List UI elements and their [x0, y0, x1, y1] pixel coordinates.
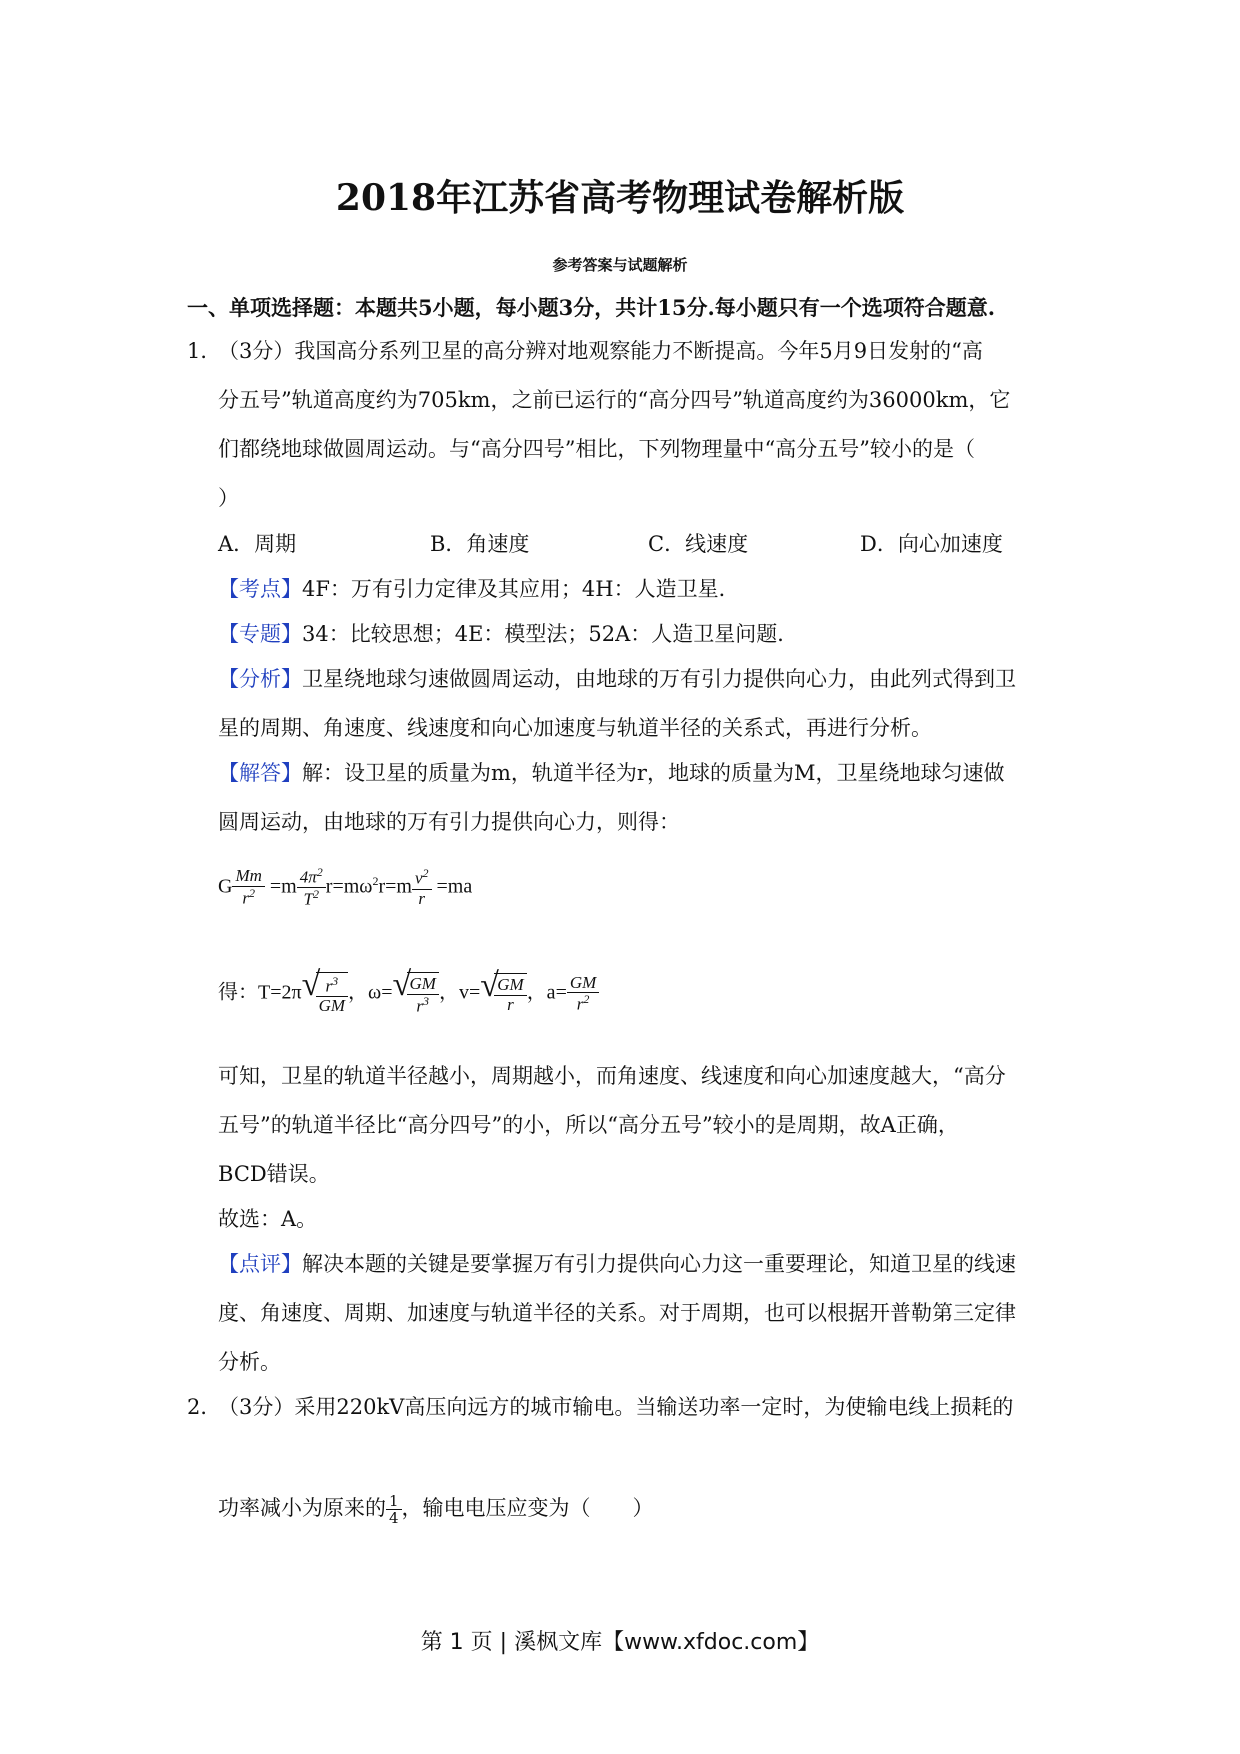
document-subtitle: 参考答案与试题解析 [552, 256, 688, 274]
option-d: D．向心加速度 [860, 532, 1003, 556]
dianping-text: 分析。 [218, 1350, 281, 1374]
fenxi-line [218, 663, 1016, 693]
dianping-text: 度、角速度、周期、加速度与轨道半径的关系。对于周期，也可以根据开普勒第三定律 [218, 1301, 1016, 1325]
option-c: C．线速度 [648, 532, 749, 556]
fenxi-tag: 【分析】 [218, 667, 302, 691]
jieda-text: 解：设卫星的质量为m，轨道半径为r，地球的质量为M，卫星绕地球匀速做 [302, 761, 1005, 785]
fraction-denominator: 4 [389, 1509, 399, 1527]
option-a: A．周期 [218, 532, 297, 556]
conclusion-text: 可知，卫星的轨道半径越小，周期越小，而角速度、线速度和向心加速度越大，“高分 [218, 1064, 1006, 1088]
fenxi-text: 星的周期、角速度、线速度和向心加速度与轨道半径的关系式，再进行分析。 [218, 716, 932, 740]
question-text: ） [218, 486, 239, 510]
zhuanti-tag: 【专题】 [218, 622, 302, 646]
dianping-text: 解决本题的关键是要掌握万有引力提供向心力这一重要理论，知道卫星的线速 [302, 1252, 1016, 1276]
kaodian-tag: 【考点】 [218, 577, 302, 601]
dianping-line [218, 1248, 1016, 1278]
jieda-tag: 【解答】 [218, 761, 302, 785]
zhuanti-line [218, 618, 798, 648]
kaodian-line [218, 573, 740, 603]
question-text: 们都绕地球做圆周运动。与“高分四号”相比，下列物理量中“高分五号”较小的是（ [218, 437, 975, 461]
formula-results: 得：T=2π √ $\frac{r^3}{GM}$ ，ω= √ $\frac{GM}{r^3}$ ，v= √ $\frac{GM}{r}$ ，a= $\frac{GM}{r^2}$ [218, 972, 599, 1016]
conclusion-text: 五号”的轨道半径比“高分四号”的小，所以“高分五号”较小的是周期，故A正确， [218, 1113, 959, 1137]
dianping-tag: 【点评】 [218, 1252, 302, 1276]
question-text [218, 1492, 654, 1527]
section-heading: 一、单项选择题：本题共5小题，每小题3分，共计15分.每小题只有一个选项符合题意. [187, 295, 996, 320]
question-text: 分五号”轨道高度约为705km，之前已运行的“高分四号”轨道高度约为36000km，它 [218, 388, 1011, 412]
question-text-pre: 功率减小为原来的 [218, 1496, 386, 1520]
question-number: 2． [187, 1395, 222, 1419]
question-number: 1． [187, 339, 222, 363]
conclusion-text: BCD错误。 [218, 1162, 330, 1186]
option-b: B．角速度 [430, 532, 530, 556]
document-title: 2018年江苏省高考物理试卷解析版 [335, 177, 905, 219]
jieda-text: 圆周运动，由地球的万有引力提供向心力，则得： [218, 810, 680, 834]
fenxi-text: 卫星绕地球匀速做圆周运动，由地球的万有引力提供向心力，由此列式得到卫 [302, 667, 1016, 691]
jieda-line [218, 757, 1004, 787]
question-text: （3分）采用220kV高压向远方的城市输电。当输送功率一定时，为使输电线上损耗的 [218, 1395, 1014, 1419]
kaodian-text: 4F：万有引力定律及其应用；4H：人造卫星． [302, 577, 740, 601]
page-footer: 第 1 页 | 溪枫文库【www.xfdoc.com】 [420, 1630, 820, 1655]
zhuanti-text: 34：比较思想；4E：模型法；52A：人造卫星问题． [302, 622, 799, 646]
fraction-numerator: 1 [386, 1493, 402, 1511]
question-text: （3分）我国高分系列卫星的高分辨对地观察能力不断提高。今年5月9日发射的“高 [218, 339, 983, 363]
formula-gravitation: G $\frac{Mm}{r^2}$ =m $\frac{4\pi^2}{T^2}$ $r=m\omega^2r=m$ $\frac{v^2}{r}$ =ma [218, 865, 473, 909]
question-text-post: ，输电电压应变为（ ） [401, 1496, 654, 1520]
answer-text: 故选：A。 [218, 1207, 318, 1231]
